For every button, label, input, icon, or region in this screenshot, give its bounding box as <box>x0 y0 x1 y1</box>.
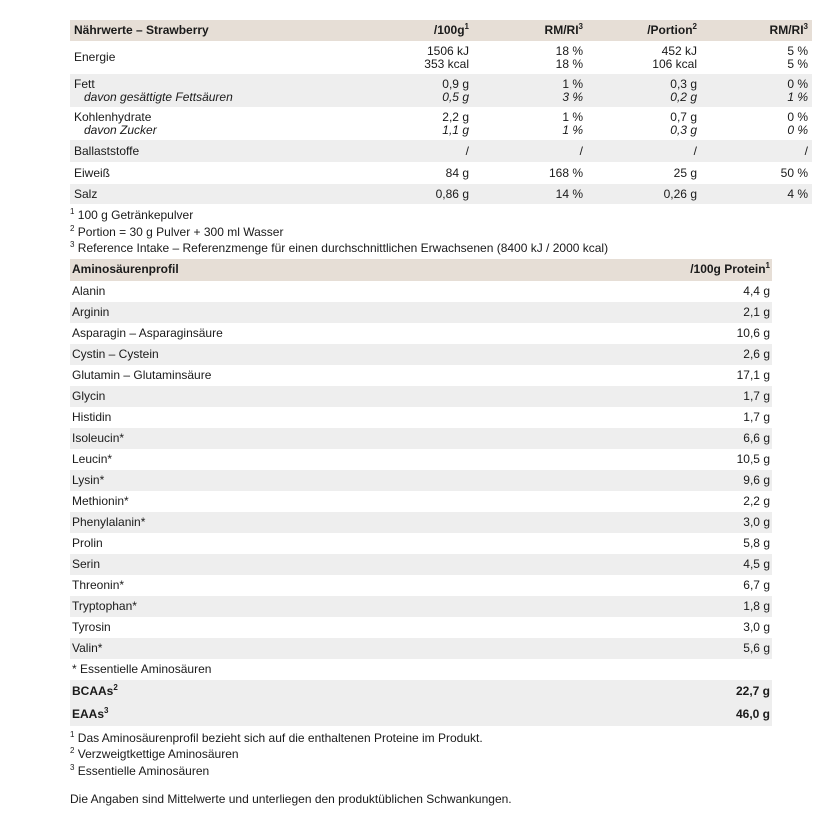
nutrition-facts-document <box>70 20 808 808</box>
nutrition-title: Nährwerte – Strawberry <box>70 20 378 41</box>
nutrition-footnotes <box>70 207 772 257</box>
footnote: $^2$ Portion = 30 g Pulver + 300 ml Wasser <box>70 223 284 239</box>
cell-value: 0,7 g 0,3 g <box>670 109 697 137</box>
nutrition-row-kohlenhydrate <box>70 107 812 140</box>
footnote: $^2$ Verzweigtkettige Aminosäuren <box>70 746 239 761</box>
footnote: $^1$ 100 g Getränkepulver <box>70 207 194 222</box>
footnote: $^1$ Das Aminosäurenprofil bezieht sich auf die enthaltenen Proteine im Produkt. <box>70 729 483 745</box>
amino-rows <box>70 281 772 726</box>
table-row: Phenylalanin* 3,0 g <box>70 512 772 533</box>
table-row: Methionin* 2,2 g <box>72 493 770 508</box>
cell-value: 14 % <box>473 184 587 204</box>
nutrition-row-ballaststoffe <box>70 140 812 162</box>
nutrition-row-fett <box>70 74 812 107</box>
table-row: Leucin* 10,5 g <box>72 451 770 466</box>
cell-value: 0,3 g 0,2 g <box>587 74 701 107</box>
table-row: Tryptophan* 1,8 g <box>70 596 772 617</box>
col-rm-ri-portion: $RM/RI^3$ <box>701 20 812 41</box>
cell-value: / <box>701 140 812 162</box>
row-label: Eiweiß <box>74 165 111 180</box>
cell-value: 84 g <box>445 165 469 180</box>
nutrition-table <box>70 20 812 204</box>
bcaa-row: BCAAs$^2$ 22,7 g <box>70 680 772 703</box>
table-row: Prolin 5,8 g <box>72 535 770 550</box>
amino-title: Aminosäurenprofil <box>70 259 628 281</box>
table-row: Glutamin – Glutaminsäure 17,1 g <box>72 367 770 382</box>
table-row: Valin* 5,6 g <box>70 638 772 659</box>
cell-value: 2,2 g 1,1 g <box>442 109 469 137</box>
cell-value: 0 % 1 % <box>701 74 812 107</box>
cell-value: 5 % 5 % <box>787 43 808 71</box>
table-row: Serin 4,5 g <box>70 554 772 575</box>
eaa-row: EAAs$^3$ 46,0 g <box>70 703 772 726</box>
table-row: Alanin 4,4 g <box>72 283 770 298</box>
cell-value: 25 g <box>673 165 697 180</box>
nutrition-row-eiweiss <box>70 162 812 184</box>
row-label: Kohlenhydrate davon Zucker <box>74 109 157 137</box>
cell-value: 0,9 g 0,5 g <box>378 74 473 107</box>
amino-footnotes <box>70 730 772 780</box>
table-row: Cystin – Cystein 2,6 g <box>70 344 772 365</box>
cell-value: 168 % <box>548 165 583 180</box>
table-row: Glycin 1,7 g <box>70 386 772 407</box>
nutrition-header-row <box>70 20 812 41</box>
cell-value: 0 % 0 % <box>787 109 808 137</box>
col-rm-ri-100g: $RM/RI^3$ <box>473 20 587 41</box>
col-per-portion: /Portion$^2$ <box>587 20 701 41</box>
cell-value: 4 % <box>701 184 812 204</box>
cell-value: 452 kJ 106 kcal <box>652 43 697 71</box>
cell-value: 0,26 g <box>587 184 701 204</box>
table-row: Arginin 2,1 g <box>70 302 772 323</box>
table-row: Asparagin – Asparaginsäure 10,6 g <box>72 325 770 340</box>
col-per-100g: $/100g^1$ <box>378 20 473 41</box>
cell-value: 1 % 3 % <box>473 74 587 107</box>
table-row: Lysin* 9,6 g <box>70 470 772 491</box>
nutrition-row-energie <box>70 41 812 74</box>
col-per-100g-protein: /100g Protein$^1$ <box>628 259 772 281</box>
row-label: Fett davon gesättigte Fettsäuren <box>70 74 378 107</box>
table-row: Tyrosin 3,0 g <box>72 619 770 634</box>
cell-value: 1506 kJ 353 kcal <box>424 43 469 71</box>
disclaimer: Die Angaben sind Mittelwerte und unterliegen den produktüblichen Schwankungen. <box>70 792 512 806</box>
cell-value: / <box>378 140 473 162</box>
row-label: Salz <box>70 184 378 204</box>
cell-value: 0,86 g <box>378 184 473 204</box>
amino-header-row <box>70 259 772 281</box>
cell-value: 18 % 18 % <box>555 43 583 71</box>
row-label: Ballaststoffe <box>70 140 378 162</box>
row-label: Energie <box>74 50 116 64</box>
essential-note-row: * Essentielle Aminosäuren <box>72 661 212 676</box>
table-row: Isoleucin* 6,6 g <box>70 428 772 449</box>
cell-value: 1 % 1 % <box>562 109 583 137</box>
table-row: Threonin* 6,7 g <box>72 577 770 592</box>
cell-value: / <box>587 140 701 162</box>
cell-value: / <box>473 140 587 162</box>
amino-acid-table <box>70 259 772 726</box>
footnote: $^3$ Essentielle Aminosäuren <box>70 762 210 778</box>
cell-value: 50 % <box>780 165 808 180</box>
table-row: Histidin 1,7 g <box>72 409 770 424</box>
nutrition-row-salz <box>70 184 812 204</box>
footnote: $^3$ Reference Intake – Referenzmenge für einen durchschnittlichen Erwachsenen (8400 kJ / 2000 kcal) <box>70 240 609 255</box>
